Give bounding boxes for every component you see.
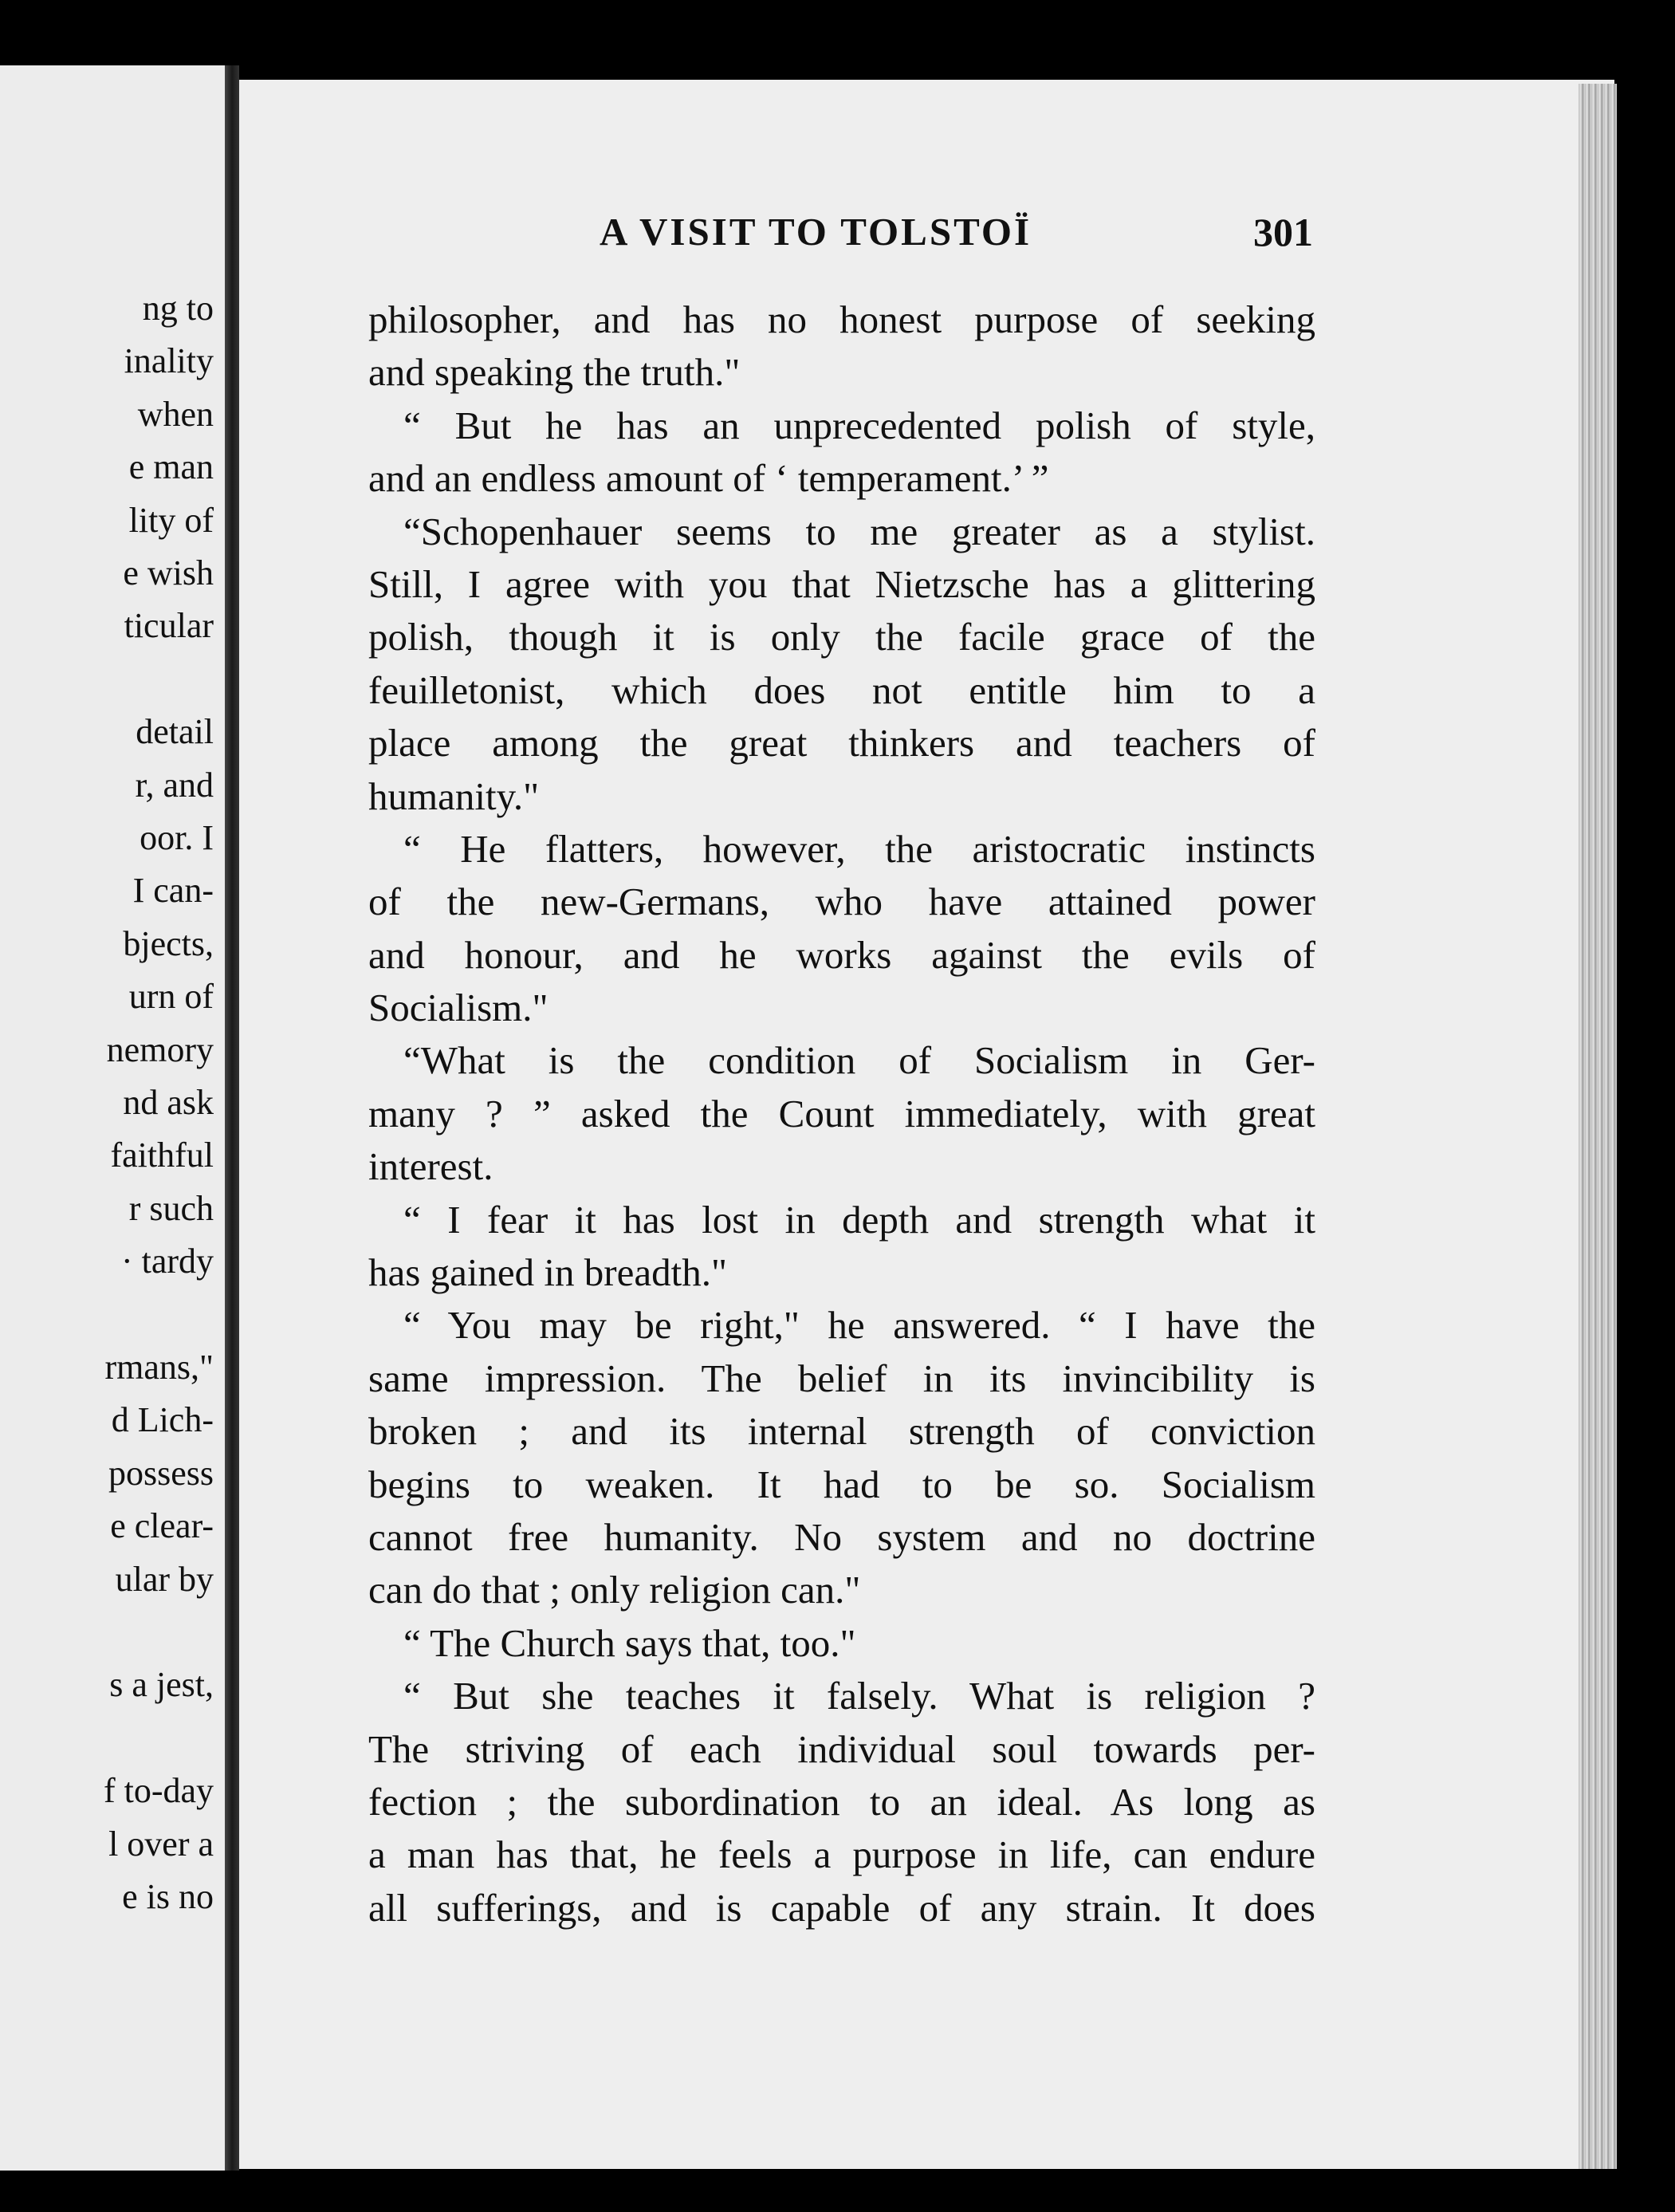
text-line: “Schopenhauer seems to me greater as a stylist. [403,509,1315,553]
facing-page-line: s a jest, [109,1665,214,1705]
text-line: fection ; the subordination to an ideal. As long as [368,1779,1315,1824]
text-line: same impression. The belief in its invincibility is [368,1356,1315,1400]
text-line: and speaking the truth." [368,350,741,395]
text-line: “ But she teaches it falsely. What is religion ? [403,1674,1315,1718]
facing-page-line: ticular [124,606,214,646]
facing-page-line: f to-day [103,1771,214,1811]
book-gutter [225,65,239,2171]
text-line: feuilletonist, which does not entitle him to a [368,667,1315,712]
text-line: all sufferings, and is capable of any strain. It does [368,1885,1315,1930]
facing-page-line: r such [128,1188,214,1228]
text-line: “ You may be right," he answered. “ I have the [403,1303,1315,1348]
text-line: “ But he has an unprecedented polish of style, [403,403,1315,447]
text-line: Socialism." [368,986,549,1030]
text-line: humanity." [368,773,540,818]
page-number: 301 [1253,210,1313,254]
text-line: a man has that, he feels a purpose in life, can endure [368,1832,1315,1877]
text-line: begins to weaken. It had to be so. Socialism [368,1462,1315,1506]
facing-page-line: possess [108,1453,214,1493]
text-line: philosopher, and has no honest purpose of seeking [368,297,1315,341]
text-line: interest. [368,1144,493,1189]
text-line: and an endless amount of ‘ temperament.’ ” [368,456,1049,501]
facing-page-line: nemory [106,1029,214,1069]
facing-page-line: ular by [115,1559,214,1599]
facing-page-line: rmans," [104,1348,214,1387]
text-line: “ He flatters, however, the aristocratic instincts [403,826,1315,871]
text-line: “ I fear it has lost in depth and strength what it [403,1197,1315,1242]
body-text [368,293,1315,1935]
facing-page-line: I can- [132,871,214,911]
facing-page-line: bjects, [123,923,214,963]
facing-page-line: l over a [108,1824,214,1864]
facing-page-line: r, and [135,765,214,805]
text-line: place among the great thinkers and teachers of [368,721,1315,766]
facing-page-line: oor. I [140,818,214,857]
running-head: A VISIT TO TOLSTOÏ [600,210,1032,254]
text-line: cannot free humanity. No system and no doctrine [368,1514,1315,1559]
text-line: Still, I agree with you that Nietzsche has a glittering [368,561,1315,606]
facing-page-line: e is no [122,1877,214,1916]
facing-page-line: inality [124,341,214,381]
text-line: “ The Church says that, too." [403,1620,856,1665]
text-line: many ? ” asked the Count immediately, with great [368,1091,1315,1136]
page-edges [1579,84,1617,2169]
facing-page-line: e man [128,447,214,487]
text-line: can do that ; only religion can." [368,1568,861,1612]
text-line: has gained in breadth." [368,1250,727,1295]
facing-page-line: e wish [123,553,214,592]
facing-page-line: detail [136,712,214,752]
text-line: polish, though it is only the facile grace of the [368,615,1315,659]
facing-page-line: ng to [142,289,214,328]
facing-page-line: e clear- [110,1506,214,1546]
facing-page-line: faithful [110,1136,214,1175]
facing-page-line: when [137,394,214,434]
text-line: “What is the condition of Socialism in Ger- [403,1038,1315,1083]
text-line: broken ; and its internal strength of conviction [368,1409,1315,1454]
text-line: and honour, and he works against the evils of [368,932,1315,977]
text-line: of the new-Germans, who have attained power [368,880,1315,924]
facing-page-line: urn of [128,977,214,1017]
text-line: The striving of each individual soul towards per- [368,1726,1315,1771]
facing-page-line: nd ask [123,1083,214,1122]
facing-page-line: d Lich- [111,1400,214,1440]
facing-page-line: · tardy [120,1242,214,1281]
facing-page-line: lity of [128,500,214,540]
facing-page [0,65,225,2171]
